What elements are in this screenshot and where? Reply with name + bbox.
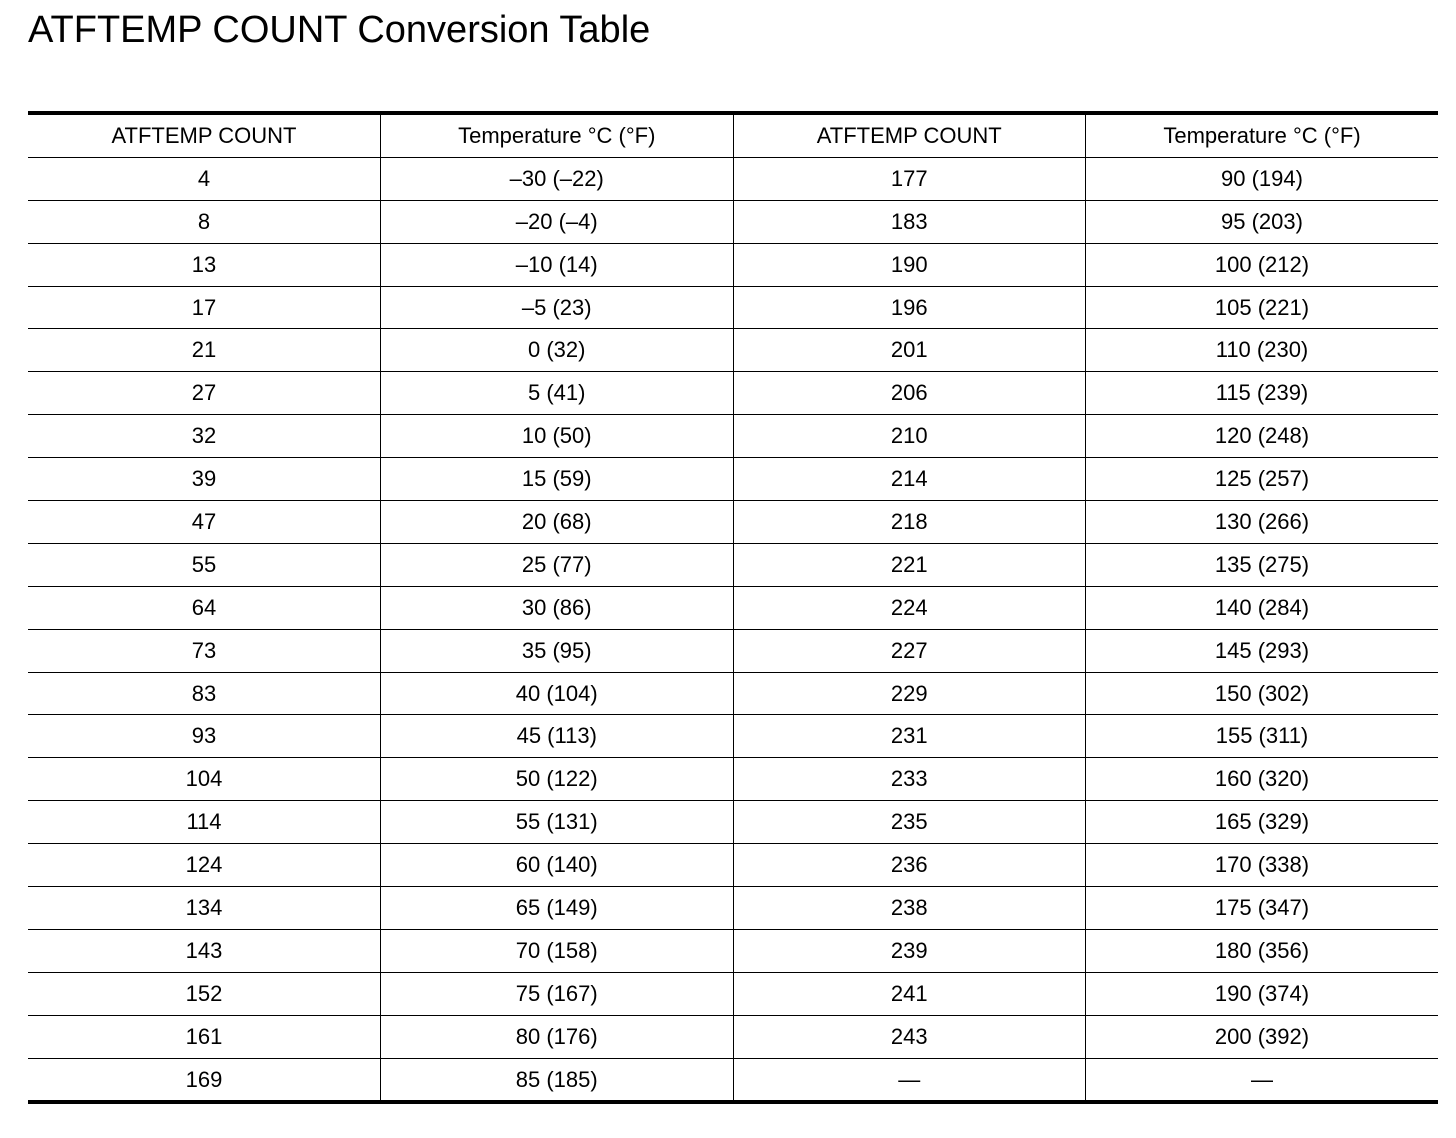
cell-count-right: 201 bbox=[733, 329, 1086, 372]
cell-temperature-left: 45 (113) bbox=[381, 715, 734, 758]
table-row bbox=[28, 972, 1438, 1015]
cell-temperature-right: 115 (239) bbox=[1086, 372, 1439, 415]
cell-temperature-left: 30 (86) bbox=[381, 586, 734, 629]
cell-count-right: 190 bbox=[733, 243, 1086, 286]
cell-temperature-left: 5 (41) bbox=[381, 372, 734, 415]
cell-temperature-right: 130 (266) bbox=[1086, 501, 1439, 544]
table-row bbox=[28, 329, 1438, 372]
table-row bbox=[28, 844, 1438, 887]
table-header-row bbox=[28, 113, 1438, 157]
cell-temperature-right: 105 (221) bbox=[1086, 286, 1439, 329]
cell-count-left: 114 bbox=[28, 801, 381, 844]
table-row bbox=[28, 1015, 1438, 1058]
header-count-left: ATFTEMP COUNT bbox=[28, 113, 381, 157]
cell-temperature-left: –10 (14) bbox=[381, 243, 734, 286]
table-body bbox=[28, 157, 1438, 1102]
header-temperature-right: Temperature °C (°F) bbox=[1086, 113, 1439, 157]
table-row bbox=[28, 629, 1438, 672]
table-row bbox=[28, 887, 1438, 930]
cell-temperature-left: 85 (185) bbox=[381, 1058, 734, 1102]
table-row bbox=[28, 157, 1438, 200]
cell-count-left: 143 bbox=[28, 929, 381, 972]
cell-temperature-right: 165 (329) bbox=[1086, 801, 1439, 844]
cell-temperature-right: 135 (275) bbox=[1086, 543, 1439, 586]
table-row bbox=[28, 372, 1438, 415]
cell-count-right: 243 bbox=[733, 1015, 1086, 1058]
cell-count-left: 13 bbox=[28, 243, 381, 286]
cell-temperature-right: 125 (257) bbox=[1086, 458, 1439, 501]
cell-temperature-right: 100 (212) bbox=[1086, 243, 1439, 286]
header-temperature-left: Temperature °C (°F) bbox=[381, 113, 734, 157]
cell-count-right: 177 bbox=[733, 157, 1086, 200]
cell-temperature-right: 140 (284) bbox=[1086, 586, 1439, 629]
table-row bbox=[28, 286, 1438, 329]
cell-count-left: 161 bbox=[28, 1015, 381, 1058]
header-count-right: ATFTEMP COUNT bbox=[733, 113, 1086, 157]
cell-count-right: 196 bbox=[733, 286, 1086, 329]
table-row bbox=[28, 243, 1438, 286]
cell-count-right: 241 bbox=[733, 972, 1086, 1015]
cell-temperature-left: 70 (158) bbox=[381, 929, 734, 972]
cell-temperature-left: –5 (23) bbox=[381, 286, 734, 329]
cell-temperature-right: 190 (374) bbox=[1086, 972, 1439, 1015]
cell-count-left: 8 bbox=[28, 200, 381, 243]
cell-count-right: 221 bbox=[733, 543, 1086, 586]
cell-temperature-right: 155 (311) bbox=[1086, 715, 1439, 758]
table-row bbox=[28, 501, 1438, 544]
table-row bbox=[28, 758, 1438, 801]
cell-temperature-left: 20 (68) bbox=[381, 501, 734, 544]
cell-temperature-right: 110 (230) bbox=[1086, 329, 1439, 372]
conversion-table bbox=[28, 111, 1438, 1104]
cell-temperature-left: 60 (140) bbox=[381, 844, 734, 887]
cell-temperature-left: 35 (95) bbox=[381, 629, 734, 672]
cell-count-right: 183 bbox=[733, 200, 1086, 243]
table-row bbox=[28, 458, 1438, 501]
cell-temperature-right: 95 (203) bbox=[1086, 200, 1439, 243]
cell-temperature-left: 40 (104) bbox=[381, 672, 734, 715]
cell-temperature-left: 55 (131) bbox=[381, 801, 734, 844]
table-row bbox=[28, 415, 1438, 458]
table-row bbox=[28, 200, 1438, 243]
table-row bbox=[28, 929, 1438, 972]
cell-count-right: 218 bbox=[733, 501, 1086, 544]
table-row bbox=[28, 586, 1438, 629]
cell-temperature-left: 75 (167) bbox=[381, 972, 734, 1015]
cell-count-right: 224 bbox=[733, 586, 1086, 629]
cell-count-left: 47 bbox=[28, 501, 381, 544]
cell-count-left: 64 bbox=[28, 586, 381, 629]
cell-temperature-right: 175 (347) bbox=[1086, 887, 1439, 930]
table-row bbox=[28, 715, 1438, 758]
cell-count-right: 233 bbox=[733, 758, 1086, 801]
cell-count-left: 124 bbox=[28, 844, 381, 887]
cell-count-right: 231 bbox=[733, 715, 1086, 758]
cell-temperature-left: 15 (59) bbox=[381, 458, 734, 501]
cell-count-right: 235 bbox=[733, 801, 1086, 844]
cell-count-left: 169 bbox=[185, 1066, 223, 1092]
cell-temperature-right: 180 (356) bbox=[1086, 929, 1439, 972]
table-row bbox=[28, 801, 1438, 844]
cell-count-left: 27 bbox=[28, 372, 381, 415]
cell-temperature-left: 65 (149) bbox=[381, 887, 734, 930]
cell-temperature-right: 160 (320) bbox=[1086, 758, 1439, 801]
cell-temperature-left: 50 (122) bbox=[381, 758, 734, 801]
cell-count-right: 206 bbox=[733, 372, 1086, 415]
table-row bbox=[28, 672, 1438, 715]
cell-temperature-right: 145 (293) bbox=[1086, 629, 1439, 672]
cell-count-left: 83 bbox=[28, 672, 381, 715]
cell-count-right: 214 bbox=[733, 458, 1086, 501]
cell-temperature-right: — bbox=[1086, 1058, 1439, 1102]
cell-count-left: 39 bbox=[28, 458, 381, 501]
cell-temperature-left: –20 (–4) bbox=[381, 200, 734, 243]
cell-count-right: 236 bbox=[733, 844, 1086, 887]
cell-count-right: 239 bbox=[733, 929, 1086, 972]
cell-count-left: 152 bbox=[28, 972, 381, 1015]
cell-temperature-right: 150 (302) bbox=[1086, 672, 1439, 715]
cell-count-right: 227 bbox=[733, 629, 1086, 672]
cell-count-right: — bbox=[733, 1058, 1086, 1102]
cell-temperature-right: 200 (392) bbox=[1086, 1015, 1439, 1058]
cell-temperature-right: 90 (194) bbox=[1086, 157, 1439, 200]
cell-count-left: 17 bbox=[28, 286, 381, 329]
cell-temperature-left: 0 (32) bbox=[381, 329, 734, 372]
table-row bbox=[28, 1058, 1438, 1102]
cell-temperature-right: 120 (248) bbox=[1086, 415, 1439, 458]
cell-temperature-left: 80 (176) bbox=[381, 1015, 734, 1058]
cell-temperature-left: 10 (50) bbox=[381, 415, 734, 458]
page-title: ATFTEMP COUNT Conversion Table bbox=[28, 9, 651, 51]
cell-count-left: 21 bbox=[28, 329, 381, 372]
cell-count-left: 32 bbox=[28, 415, 381, 458]
table-row bbox=[28, 543, 1438, 586]
cell-temperature-left: –30 (–22) bbox=[381, 157, 734, 200]
cell-count-right: 229 bbox=[733, 672, 1086, 715]
cell-count-left: 93 bbox=[28, 715, 381, 758]
cell-count-left: 134 bbox=[28, 887, 381, 930]
cell-count-left: 73 bbox=[28, 629, 381, 672]
cell-count-left: 55 bbox=[28, 543, 381, 586]
cell-count-left: 104 bbox=[28, 758, 381, 801]
cell-temperature-left: 25 (77) bbox=[381, 543, 734, 586]
cell-count-right: 238 bbox=[733, 887, 1086, 930]
cell-temperature-right: 170 (338) bbox=[1086, 844, 1439, 887]
cell-count-right: 210 bbox=[733, 415, 1086, 458]
cell-count-left: 4 bbox=[28, 157, 381, 200]
